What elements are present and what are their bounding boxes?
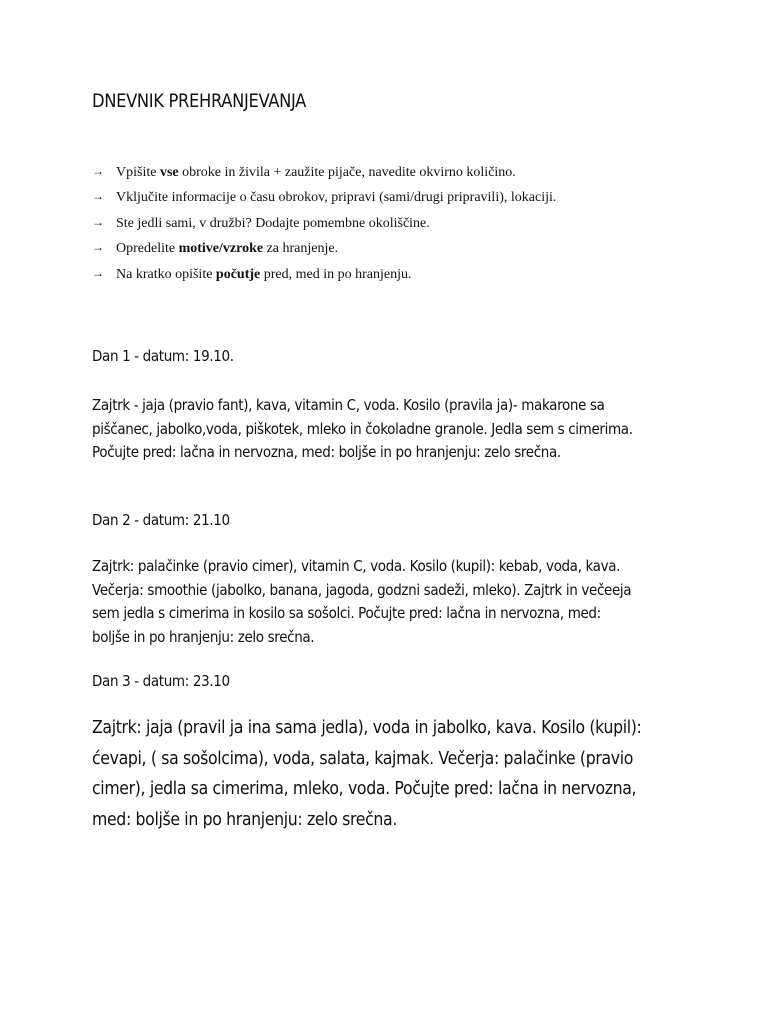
instruction-item — [92, 265, 556, 290]
instruction-item — [92, 214, 556, 239]
instruction-item — [92, 188, 556, 213]
instruction-item — [92, 163, 556, 188]
day-1-heading: Dan 1 - datum: 19.10. — [92, 347, 234, 365]
day-2-heading: Dan 2 - datum: 21.10 — [92, 511, 230, 529]
arrow-icon: → — [92, 265, 104, 280]
arrow-icon: → — [92, 164, 104, 178]
instruction-text: Ste jedli sami, v družbi? Dodajte pomembne okoliščine. — [116, 215, 430, 231]
instruction-text: Vključite informacije o času obrokov, pripravi (sami/drugi pripravili), lokaciji. — [116, 190, 557, 206]
instruction-text: Vpišite vse obroke in živila + zaužite pijače, navedite okvirno količino. — [116, 165, 516, 180]
instruction-text: Na kratko opišite počutje pred, med in po hranjenju. — [116, 266, 412, 282]
arrow-icon: → — [92, 240, 104, 255]
day-1-entry: Zajtrk - jaja (pravio fant), kava, vitamin C, voda. Kosilo (pravila ja)- makarone sa piščanec, jabolko,voda, piškotek, mleko in čokoladne granole. Jedla sem s cimerima. Počujte pred: lačna in nervozna, med: boljše in po hranjenju: zelo srečna. — [92, 396, 633, 461]
day-3-entry: Zajtrk: jaja (pravil ja ina sama jedla), voda in jabolko, kava. Kosilo (kupil): ćevapi, ( sa sošolcima), voda, salata, kajmak. Večerja: palačinke (pravio cimer), jedla sa cimerima, mleko, voda. Počujte pred: lačna in nervozna, med: boljše in po hranjenju: zelo srečna. — [92, 718, 642, 830]
arrow-icon: → — [92, 189, 104, 204]
instruction-item — [92, 239, 556, 264]
instruction-list — [92, 163, 556, 290]
instruction-text: Opredelite motive/vzroke za hranjenje. — [116, 241, 339, 257]
document-title: DNEVNIK PREHRANJEVANJA — [92, 90, 306, 112]
arrow-icon: → — [92, 214, 104, 229]
day-2-entry: Zajtrk: palačinke (pravio cimer), vitamin C, voda. Kosilo (kupil): kebab, voda, kava. Večerja: smoothie (jabolko, banana, jagoda, godzni sadeži, mleko). Zajtrk in večeeja sem jedla s cimerima in kosilo sa sošolci. Počujte pred: lačna in nervozna, med: boljše in po hranjenju: zelo srečna. — [92, 557, 632, 646]
day-3-heading: Dan 3 - datum: 23.10 — [92, 672, 230, 690]
